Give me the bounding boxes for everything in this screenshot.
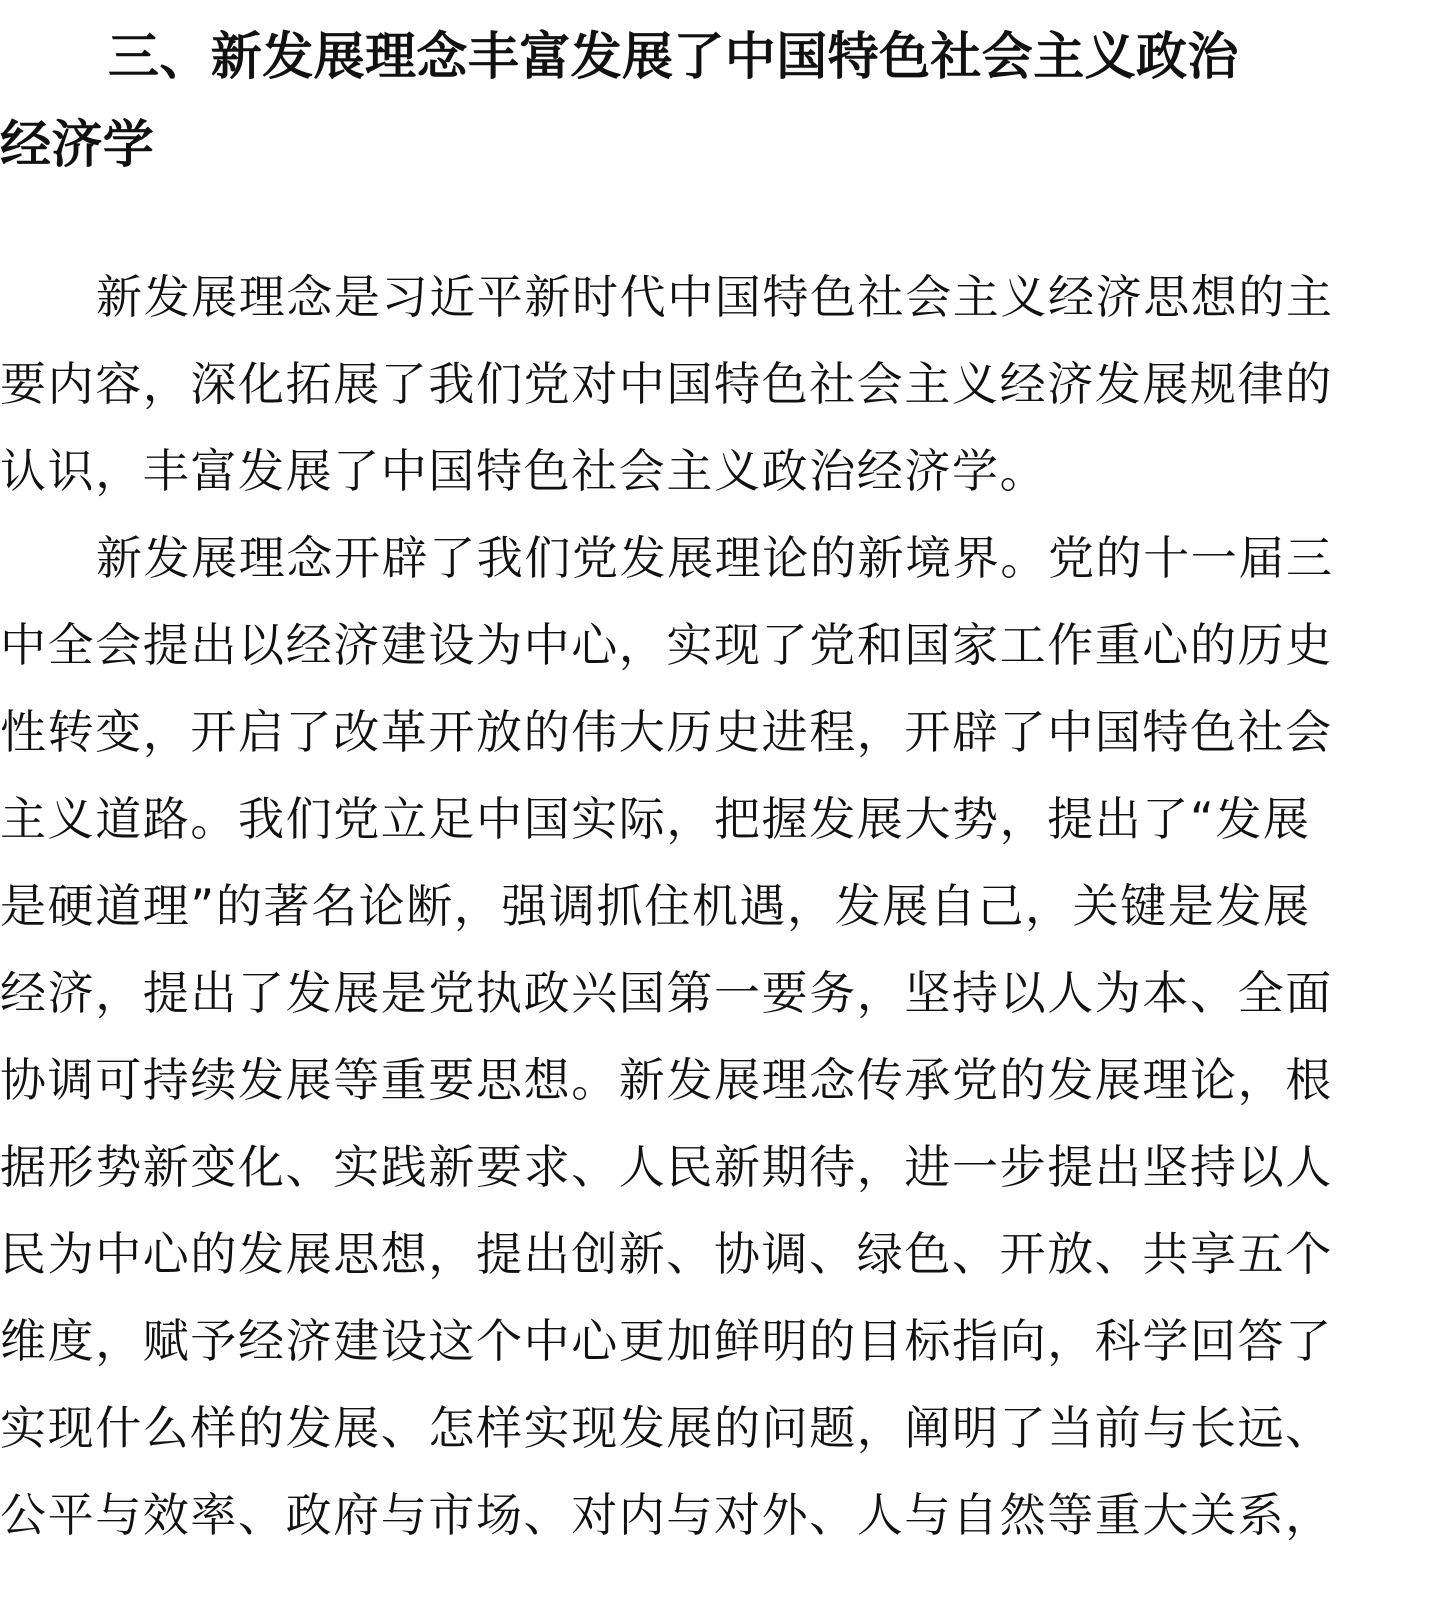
paragraph-line: 是硬道理”的著名论断，强调抓住机遇，发展自己，关键是发展 <box>0 879 1311 933</box>
section-heading-line-2: 经济学 <box>0 116 155 175</box>
paragraph-2 <box>0 515 1432 1559</box>
body-text <box>0 254 1437 1559</box>
paragraph-line: 中全会提出以经济建设为中心，实现了党和国家工作重心的历史 <box>0 618 1333 672</box>
paragraph-line: 民为中心的发展思想，提出创新、协调、绿色、开放、共享五个 <box>0 1227 1333 1281</box>
paragraph-line: 新发展理念是习近平新时代中国特色社会主义经济思想的主 <box>96 270 1334 324</box>
paragraph-line: 经济，提出了发展是党执政兴国第一要务，坚持以人为本、全面 <box>0 966 1333 1020</box>
paragraph-line: 认识，丰富发展了中国特色社会主义政治经济学。 <box>0 444 1048 498</box>
paragraph-line: 据形势新变化、实践新要求、人民新期待，进一步提出坚持以人 <box>0 1140 1333 1194</box>
paragraph-line: 协调可持续发展等重要思想。新发展理念传承党的发展理论，根 <box>0 1053 1333 1107</box>
section-heading-line-1: 三、新发展理念丰富发展了中国特色社会主义政治 <box>108 28 1239 87</box>
paragraph-line: 实现什么样的发展、怎样实现发展的问题，阐明了当前与长远、 <box>0 1401 1333 1455</box>
paragraph-1 <box>0 254 1432 515</box>
paragraph-line: 性转变，开启了改革开放的伟大历史进程，开辟了中国特色社会 <box>0 705 1333 759</box>
section-heading <box>0 14 1432 190</box>
paragraph-line: 公平与效率、政府与市场、对内与对外、人与自然等重大关系， <box>0 1488 1333 1542</box>
paragraph-line: 维度，赋予经济建设这个中心更加鲜明的目标指向，科学回答了 <box>0 1314 1333 1368</box>
paragraph-line: 要内容，深化拓展了我们党对中国特色社会主义经济发展规律的 <box>0 357 1333 411</box>
paragraph-line: 新发展理念开辟了我们党发展理论的新境界。党的十一届三 <box>96 531 1334 585</box>
paragraph-line: 主义道路。我们党立足中国实际，把握发展大势，提出了“发展 <box>0 792 1311 846</box>
